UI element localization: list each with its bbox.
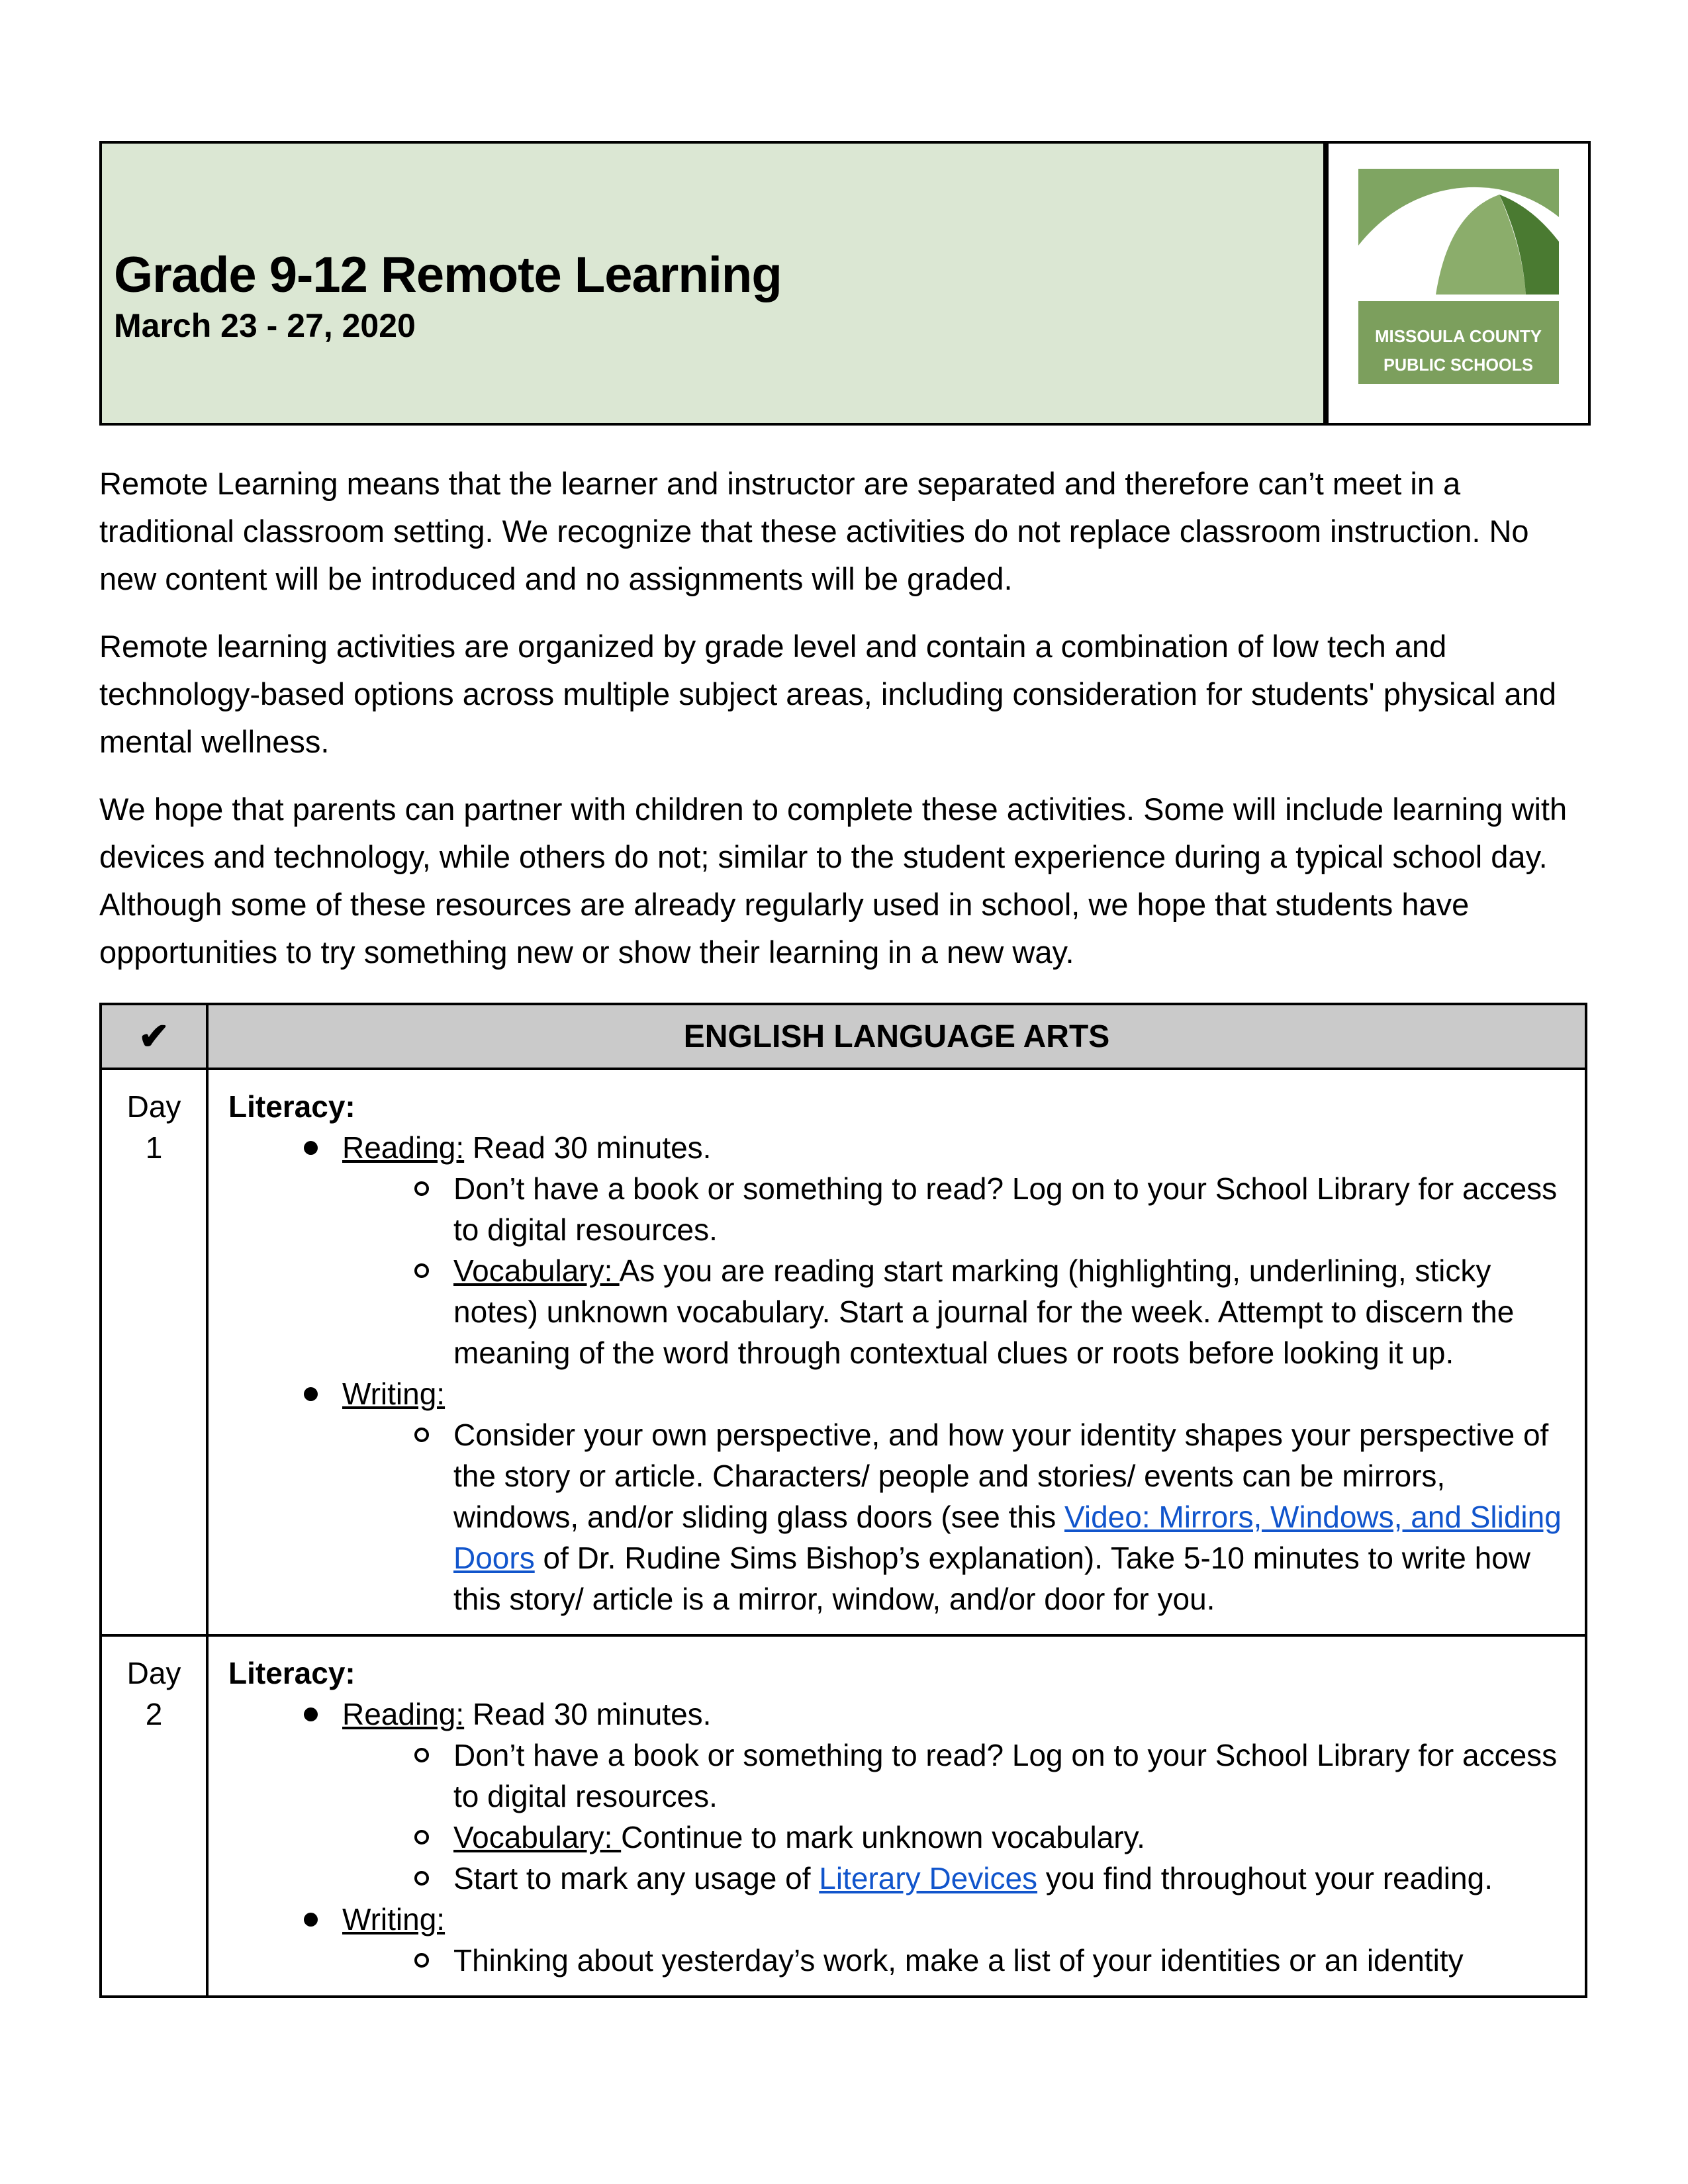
circle-bullet-icon	[414, 1830, 429, 1844]
missoula-county-public-schools-logo	[1358, 169, 1559, 384]
text-segment: Writing:	[342, 1377, 445, 1411]
list-item	[228, 1127, 1570, 1168]
text-segment: Literacy:	[228, 1089, 355, 1124]
day-label: Day	[126, 1656, 181, 1690]
page-title: Grade 9-12 Remote Learning	[114, 247, 782, 303]
bullet-icon	[304, 1913, 318, 1927]
list-item	[228, 1858, 1570, 1899]
text-segment: Read 30 minutes.	[464, 1697, 712, 1731]
bullet-icon	[304, 1387, 318, 1401]
ela-schedule-table	[99, 1003, 1587, 1998]
day-number: 2	[145, 1697, 163, 1731]
text-segment: As you are reading start marking (highlighting, underlining, sticky notes) unknown vocabulary. Start a journal for the week. Attempt to discern the meaning of the word through contextual clues or roots before looking it up.	[453, 1253, 1515, 1370]
list-item	[228, 1168, 1570, 1250]
text-segment: Reading:	[342, 1130, 465, 1165]
text-segment: Thinking about yesterday’s work, make a list of your identities or an identity	[453, 1943, 1464, 1978]
intro-paragraph-1: Remote Learning means that the learner and instructor are separated and therefore can’t meet in a traditional classroom setting. We recognize that these activities do not replace classroom instruction. No new content will be introduced and no assignments will be graded.	[99, 466, 1529, 596]
header-banner	[99, 141, 1591, 426]
list-item	[228, 1735, 1570, 1817]
list-item	[228, 1817, 1570, 1858]
day-1-content-cell	[207, 1069, 1586, 1635]
document-body	[99, 426, 1589, 1998]
day-2-cell	[101, 1635, 207, 1997]
circle-bullet-icon	[414, 1871, 429, 1886]
list-item	[228, 1694, 1570, 1735]
inline-link[interactable]: Literary Devices	[819, 1861, 1038, 1895]
text-segment: Consider your own perspective, and how your identity shapes your perspective of the story or article. Characters/ people and stories/ events can be mirrors, windows, and/or sliding glass doors (see this	[453, 1418, 1549, 1534]
text-segment: Don’t have a book or something to read? Log on to your School Library for access to digital resources.	[453, 1738, 1558, 1813]
bullet-icon	[304, 1141, 318, 1155]
day-label: Day	[126, 1089, 181, 1124]
circle-bullet-icon	[414, 1953, 429, 1968]
day-number: 1	[145, 1130, 163, 1165]
list-item	[228, 1414, 1570, 1619]
text-segment: of Dr. Rudine Sims Bishop’s explanation). Take 5-10 minutes to write how this story/ article is a mirror, window, and/or door for you.	[453, 1541, 1530, 1616]
text-segment: Read 30 minutes.	[464, 1130, 712, 1165]
text-segment: Reading:	[342, 1697, 465, 1731]
list-item	[228, 1086, 1570, 1127]
day-1-row	[101, 1069, 1586, 1635]
circle-bullet-icon	[414, 1263, 429, 1278]
circle-bullet-icon	[414, 1428, 429, 1442]
bullet-icon	[304, 1707, 318, 1721]
page-subtitle: March 23 - 27, 2020	[114, 307, 416, 344]
text-segment: Start to mark any usage of	[453, 1861, 820, 1895]
checkmark-icon: ✔	[138, 1015, 169, 1057]
list-item	[228, 1940, 1570, 1981]
inline-link[interactable]: Video: Mirrors, Windows, and Sliding Doors	[453, 1500, 1562, 1575]
list-item	[228, 1373, 1570, 1414]
day-2-content-cell	[207, 1635, 1586, 1997]
table-header-row	[101, 1004, 1586, 1069]
day-2-row	[101, 1635, 1586, 1997]
intro-paragraph-2: Remote learning activities are organized by grade level and contain a combination of low tech and technology-based options across multiple subject areas, including consideration for students' physical and mental wellness.	[99, 629, 1556, 759]
list-item	[228, 1899, 1570, 1940]
circle-bullet-icon	[414, 1748, 429, 1762]
district-logo-box	[1326, 141, 1591, 426]
logo-text-line1: MISSOULA COUNTY	[1375, 326, 1542, 346]
list-item	[228, 1653, 1570, 1694]
text-segment: Vocabulary:	[453, 1820, 622, 1854]
intro-paragraph-3: We hope that parents can partner with children to complete these activities. Some will include learning with devices and technology, while others do not; similar to the student experience during a typical school day. Although some of these resources are already regularly used in school, we hope that students have opportunities to try something new or show their learning in a new way.	[99, 792, 1568, 970]
text-segment: you find throughout your reading.	[1037, 1861, 1493, 1895]
list-item	[228, 1250, 1570, 1373]
check-column-header	[101, 1004, 207, 1069]
green-title-box	[99, 141, 1326, 426]
circle-bullet-icon	[414, 1181, 429, 1196]
text-segment: Continue to mark unknown vocabulary.	[621, 1820, 1145, 1854]
subject-header: ENGLISH LANGUAGE ARTS	[207, 1004, 1586, 1069]
text-segment: Don’t have a book or something to read? Log on to your School Library for access to digital resources.	[453, 1171, 1558, 1247]
text-segment: Vocabulary:	[453, 1253, 620, 1288]
text-segment: Literacy:	[228, 1656, 355, 1690]
text-segment: Writing:	[342, 1902, 445, 1936]
logo-text-line2: PUBLIC SCHOOLS	[1383, 355, 1533, 375]
day-1-cell	[101, 1069, 207, 1635]
